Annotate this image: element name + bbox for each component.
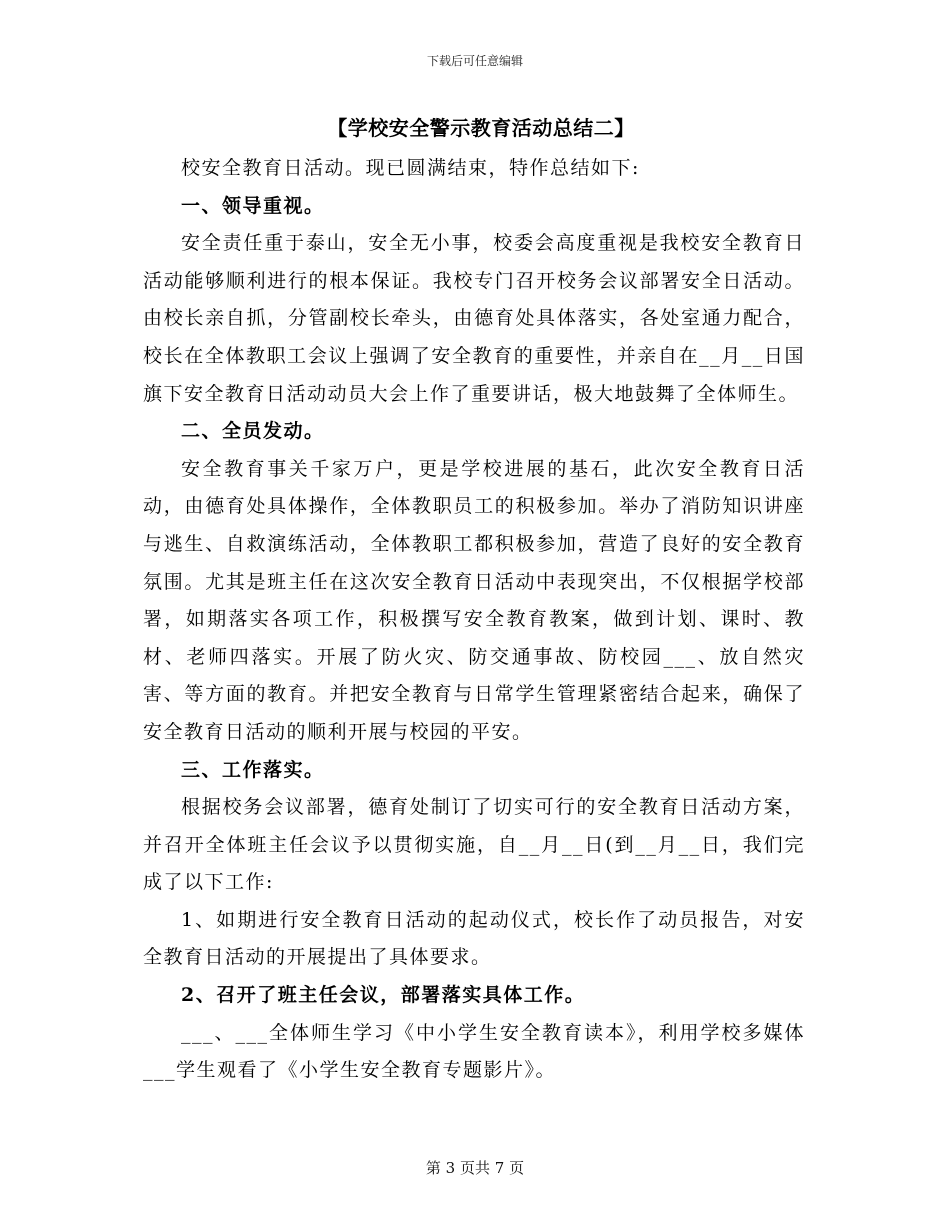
header-note: 下载后可任意编辑 bbox=[426, 54, 523, 68]
document-body bbox=[143, 114, 805, 1090]
page-footer: 第 3 页共 7 页 bbox=[425, 1159, 525, 1177]
section-heading: 2、召开了班主任会议，部署落实具体工作。 bbox=[181, 984, 586, 1007]
paragraph: 安全教育事关千家万户，更是学校进展的基石，此次安全教育日活动，由德育处具体操作，全体教职员工的积极参加。举办了消防知识讲座与逃生、自救演练活动，全体教职工都积极参加，营造了良好的安全教育氛围。尤其是班主任在这次安全教育日活动中表现突出，不仅根据学校部署，如期落实各项工作，积极撰写安全教育教案，做到计划、课时、教材、老师四落实。开展了防火灾、防交通事故、防校园___、放自然灾害、等方面的教育。并把安全教育与日常学生管理紧密结合起来，确保了安全教育日活动的顺利开展与校园的平安。 bbox=[143, 457, 805, 743]
paragraph: 安全责任重于泰山，安全无小事，校委会高度重视是我校安全教育日活动能够顺利进行的根本保证。我校专门召开校务会议部署安全日活动。由校长亲自抓，分管副校长牵头，由德育处具体落实，各处室通力配合，校长在全体教职工会议上强调了安全教育的重要性，并亲自在__月__日国旗下安全教育日活动动员大会上作了重要讲话，极大地鼓舞了全体师生。 bbox=[143, 232, 805, 405]
paragraph-list bbox=[143, 150, 805, 1090]
section-heading: 二、全员发动。 bbox=[181, 420, 325, 443]
section-heading: 三、工作落实。 bbox=[181, 758, 325, 781]
paragraph: 校安全教育日活动。现已圆满结束，特作总结如下: bbox=[181, 157, 640, 179]
paragraph: ___、___全体师生学习《中小学生安全教育读本》，利用学校多媒体___学生观看了《小学生安全教育专题影片》。 bbox=[143, 1021, 805, 1082]
paragraph: 1、如期进行安全教育日活动的起动仪式，校长作了动员报告，对安全教育日活动的开展提出了具体要求。 bbox=[143, 908, 805, 969]
document-title: 【学校安全警示教育活动总结二】 bbox=[327, 116, 635, 140]
paragraph: 根据校务会议部署，德育处制订了切实可行的安全教育日活动方案，并召开全体班主任会议予以贯彻实施，自__月__日(到__月__日，我们完成了以下工作: bbox=[143, 796, 805, 894]
section-heading: 一、领导重视。 bbox=[181, 194, 325, 217]
